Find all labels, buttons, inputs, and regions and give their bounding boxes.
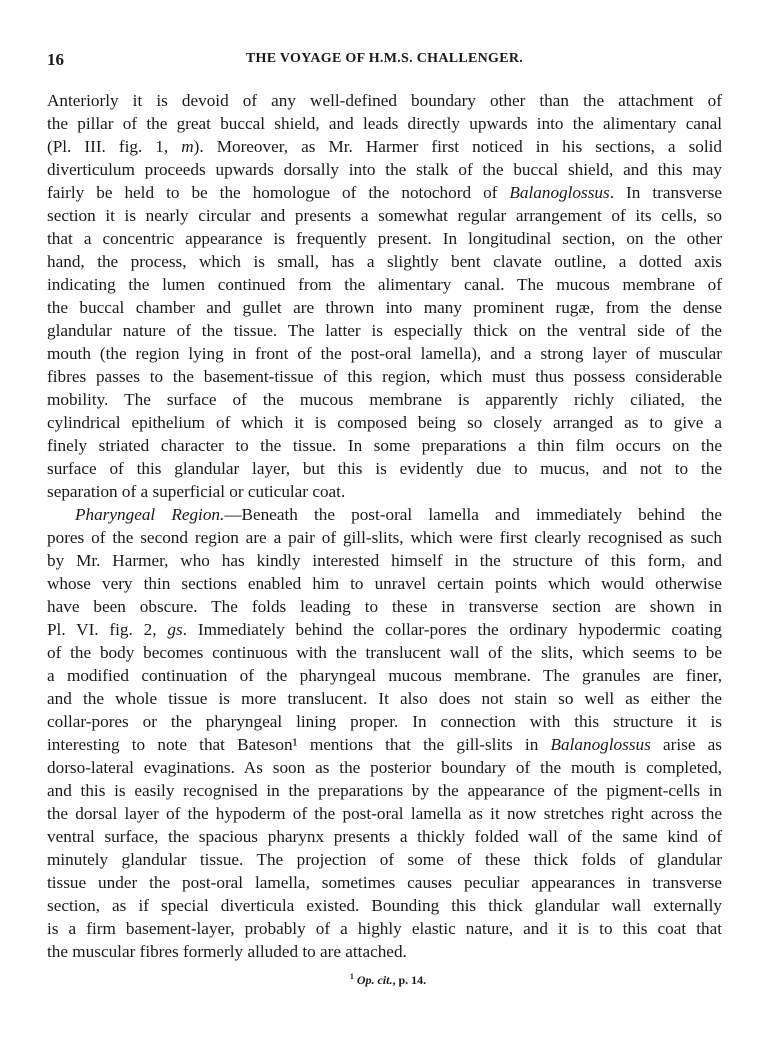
text-line <box>47 641 722 664</box>
text-run: the muscular fibres formerly alluded to are attached. <box>47 942 407 961</box>
text-line <box>47 181 722 204</box>
text-line <box>47 365 722 388</box>
text-run: indicating the lumen continued from the alimentary canal. The mucous membrane of <box>47 275 722 294</box>
text-run: fibres passes to the basement-tissue of this region, which must thus possess considerable <box>47 367 722 386</box>
text-run: ). Moreover, as Mr. Harmer first noticed in his sections, a solid <box>193 137 722 156</box>
text-run: pores of the second region are a pair of gill-slits, which were first clearly recognised as such <box>47 528 722 547</box>
text-run: tissue under the post-oral lamella, sometimes causes peculiar appearances in transverse <box>47 873 722 892</box>
text-run: and this is easily recognised in the preparations by the appearance of the pigment-cells in <box>47 781 722 800</box>
text-line <box>47 273 722 296</box>
italic-text: gs <box>167 620 183 639</box>
text-run: fairly be held to be the homologue of the notochord of <box>47 183 510 202</box>
text-line <box>47 664 722 687</box>
text-run: interesting to note that Bateson¹ mentions that the gill-slits in <box>47 735 551 754</box>
text-line <box>47 204 722 227</box>
text-run: by Mr. Harmer, who has kindly interested himself in the structure of this form, and <box>47 551 722 570</box>
text-run: of the body becomes continuous with the translucent wall of the slits, which seems to be <box>47 643 722 662</box>
text-run: minutely glandular tissue. The projection of some of these thick folds of glandular <box>47 850 722 869</box>
text-run: . In transverse <box>609 183 722 202</box>
text-run: the dorsal layer of the hypoderm of the post-oral lamella as it now stretches right across the <box>47 804 722 823</box>
text-line <box>47 618 722 641</box>
text-line <box>47 319 722 342</box>
text-line <box>47 112 722 135</box>
page-number: 16 <box>47 50 64 69</box>
text-run: separation of a superficial or cuticular coat. <box>47 482 346 501</box>
text-line <box>47 595 722 618</box>
text-run: a modified continuation of the pharyngeal mucous membrane. The granules are finer, <box>47 666 722 685</box>
italic-text: m <box>181 137 194 156</box>
text-run: is a firm basement-layer, probably of a highly elastic nature, and it is to this coat that <box>47 919 722 938</box>
text-line <box>47 756 722 779</box>
text-run: that a concentric appearance is frequently present. In longitudinal section, on the other <box>47 229 722 248</box>
body-text <box>47 89 722 963</box>
text-run: ventral surface, the spacious pharynx presents a thickly folded wall of the same kind of <box>47 827 722 846</box>
text-run: mouth (the region lying in front of the post-oral lamella), and a strong layer of muscular <box>47 344 722 363</box>
text-line <box>47 227 722 250</box>
text-run: cylindrical epithelium of which it is composed being so closely arranged as to give a <box>47 413 722 432</box>
running-header <box>47 50 722 72</box>
text-run: surface of this glandular layer, but this is evidently due to mucus, and not to the <box>47 459 722 478</box>
text-line <box>47 733 722 756</box>
text-run: finely striated character to the tissue. In some preparations a thin film occurs on the <box>47 436 722 455</box>
italic-text: Balanoglossus <box>550 735 651 754</box>
text-line <box>47 411 722 434</box>
text-line <box>47 825 722 848</box>
text-run: collar-pores or the pharyngeal lining proper. In connection with this structure it is <box>47 712 722 731</box>
italic-text: Balanoglossus <box>509 183 610 202</box>
text-line <box>47 687 722 710</box>
text-line <box>47 802 722 825</box>
text-line <box>47 434 722 457</box>
text-line <box>47 848 722 871</box>
text-line <box>47 342 722 365</box>
footnote-ref-rest: , p. 14. <box>392 973 427 987</box>
text-line <box>47 917 722 940</box>
footnote <box>0 972 776 988</box>
text-line <box>47 894 722 917</box>
text-run: whose very thin sections enabled him to unravel certain points which would otherwise <box>47 574 722 593</box>
text-line <box>47 940 722 963</box>
text-run: section, as if special diverticula existed. Bounding this thick glandular wall externally <box>47 896 722 915</box>
text-line <box>47 779 722 802</box>
text-run: mobility. The surface of the mucous membrane is apparently richly ciliated, the <box>47 390 722 409</box>
running-title: THE VOYAGE OF H.M.S. CHALLENGER. <box>245 51 524 66</box>
text-run: (Pl. III. fig. 1, <box>47 137 182 156</box>
text-line <box>47 871 722 894</box>
text-run: . Immediately behind the collar-pores the ordinary hypodermic coating <box>182 620 722 639</box>
text-line <box>47 250 722 273</box>
text-run: dorso-lateral evaginations. As soon as the posterior boundary of the mouth is completed, <box>47 758 722 777</box>
text-line <box>47 158 722 181</box>
text-run: diverticulum proceeds upwards dorsally into the stalk of the buccal shield, and this may <box>47 160 722 179</box>
text-run: Pl. VI. fig. 2, <box>47 620 168 639</box>
text-line <box>47 710 722 733</box>
text-line <box>47 388 722 411</box>
text-run: section it is nearly circular and presents a somewhat regular arrangement of its cells, so <box>47 206 722 225</box>
text-run: glandular nature of the tissue. The latter is especially thick on the ventral side of the <box>47 321 722 340</box>
text-line <box>47 503 722 526</box>
text-run: have been obscure. The folds leading to these in transverse section are shown in <box>47 597 722 616</box>
paragraph <box>47 89 722 503</box>
text-run: the buccal chamber and gullet are thrown into many prominent rugæ, from the dense <box>47 298 722 317</box>
text-run: hand, the process, which is small, has a slightly bent clavate outline, a dotted axis <box>47 252 722 271</box>
text-run: Anteriorly it is devoid of any well-defined boundary other than the attachment of <box>47 91 722 110</box>
text-line <box>47 89 722 112</box>
italic-text: Pharyngeal Region. <box>75 505 225 524</box>
text-line <box>47 526 722 549</box>
text-line <box>47 457 722 480</box>
text-line <box>47 572 722 595</box>
text-line <box>47 135 722 158</box>
text-run: and the whole tissue is more translucent. It also does not stain so well as either the <box>47 689 722 708</box>
paragraph <box>47 503 722 963</box>
text-line <box>47 549 722 572</box>
footnote-ref-italic: Op. cit. <box>356 973 393 987</box>
text-line <box>47 296 722 319</box>
text-run: the pillar of the great buccal shield, and leads directly upwards into the alimentary canal <box>47 114 722 133</box>
text-run: arise as <box>650 735 722 754</box>
footnote-marker: 1 <box>349 972 354 981</box>
text-line <box>47 480 722 503</box>
text-run: —Beneath the post-oral lamella and immediately behind the <box>224 505 722 524</box>
